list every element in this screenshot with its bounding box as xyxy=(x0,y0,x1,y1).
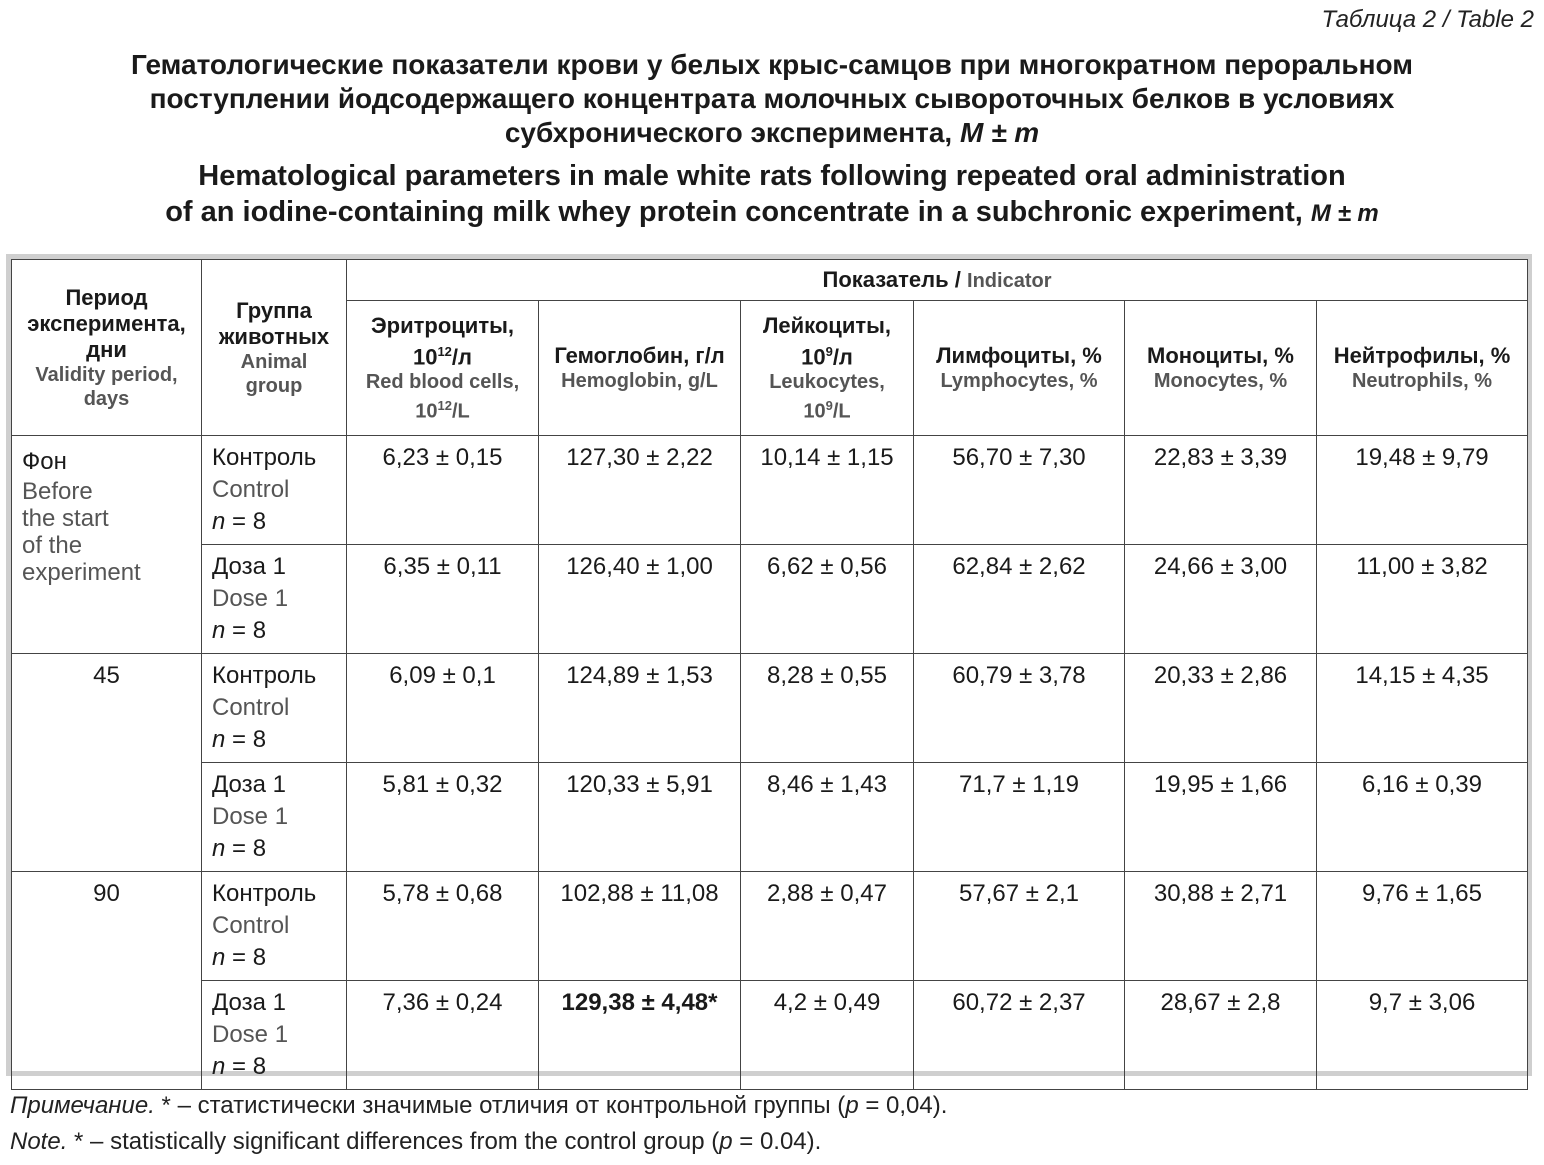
group-en: Dose 1 xyxy=(212,585,289,612)
group-n xyxy=(212,833,338,865)
header-group-en2: group xyxy=(245,374,303,397)
group-n-val: = 8 xyxy=(225,617,267,644)
value-cell: 126,40 ± 1,00 xyxy=(539,545,741,654)
title-ru-line3-text: субхронического эксперимента, xyxy=(504,117,953,148)
group-n-val: = 8 xyxy=(225,835,267,862)
value-cell: 6,62 ± 0,56 xyxy=(741,545,914,654)
note-ru-label: Примечание. xyxy=(10,1092,155,1119)
group-cell xyxy=(202,981,347,1090)
table-row xyxy=(12,763,1528,872)
title-ru-line2: поступлении йодсодержащего концентрата молочных сывороточных белков в условиях xyxy=(149,83,1395,114)
group-en: Control xyxy=(212,476,290,503)
header-lymphocytes-ru: Лимфоциты, % xyxy=(936,343,1102,368)
header-monocytes-en: Monocytes, % xyxy=(1153,370,1288,392)
header-leukocytes-en2-base: 10 xyxy=(803,400,826,423)
group-n-val: = 8 xyxy=(225,508,267,535)
value-cell: 19,48 ± 9,79 xyxy=(1317,436,1528,545)
title-block xyxy=(0,48,1544,232)
header-rbc-ru1: Эритроциты, xyxy=(371,312,514,338)
title-en xyxy=(0,158,1544,232)
note-en-text1: * – statistically significant differences from the control group ( xyxy=(67,1128,720,1155)
note-en-text2: = 0.04). xyxy=(732,1128,822,1155)
value-cell: 20,33 ± 2,86 xyxy=(1125,654,1317,763)
header-hemoglobin xyxy=(539,301,741,436)
note-en-p: p xyxy=(719,1128,733,1155)
group-en: Dose 1 xyxy=(212,803,289,830)
table-row xyxy=(12,436,1528,545)
header-leukocytes xyxy=(741,301,914,436)
group-n-var: n xyxy=(212,726,226,753)
header-rbc-en2-base: 10 xyxy=(415,400,438,423)
title-en-line1: Hematological parameters in male white rats following repeated oral administration xyxy=(198,160,1346,192)
group-ru: Контроль xyxy=(212,880,317,907)
header-indicator-en: Indicator xyxy=(967,270,1052,292)
group-n xyxy=(212,942,338,974)
value-cell: 6,35 ± 0,11 xyxy=(347,545,539,654)
header-neutrophils xyxy=(1317,301,1528,436)
value-cell: 28,67 ± 2,8 xyxy=(1125,981,1317,1090)
header-leukocytes-ru2-exp: 9 xyxy=(825,343,833,359)
note-ru-p: p xyxy=(845,1092,859,1119)
header-rbc-en2-exp: 12 xyxy=(437,397,452,413)
value-cell: 4,2 ± 0,49 xyxy=(741,981,914,1090)
value-cell: 60,79 ± 3,78 xyxy=(914,654,1125,763)
header-indicator xyxy=(347,260,1528,301)
value-cell: 9,7 ± 3,06 xyxy=(1317,981,1528,1090)
title-ru-line1: Гематологические показатели крови у белых крыс-самцов при многократном пероральном xyxy=(131,49,1413,80)
header-rbc xyxy=(347,301,539,436)
title-ru xyxy=(0,48,1544,150)
value-cell: 14,15 ± 4,35 xyxy=(1317,654,1528,763)
header-group xyxy=(202,260,347,436)
value-cell: 5,78 ± 0,68 xyxy=(347,872,539,981)
value-cell: 60,72 ± 2,37 xyxy=(914,981,1125,1090)
data-table-frame xyxy=(6,254,1532,1080)
header-rbc-ru2-exp: 12 xyxy=(437,343,452,359)
header-leukocytes-ru2 xyxy=(744,339,910,370)
period-cell-baseline xyxy=(12,436,202,654)
value-cell: 8,46 ± 1,43 xyxy=(741,763,914,872)
note-en-label: Note. xyxy=(10,1128,68,1155)
value-cell: 22,83 ± 3,39 xyxy=(1125,436,1317,545)
header-rbc-ru2-unit: /л xyxy=(451,343,473,369)
group-n-var: n xyxy=(212,617,226,644)
value-cell: 56,70 ± 7,30 xyxy=(914,436,1125,545)
header-monocytes xyxy=(1125,301,1317,436)
value-cell: 62,84 ± 2,62 xyxy=(914,545,1125,654)
table-row xyxy=(12,981,1528,1090)
period-cell-90: 90 xyxy=(12,872,202,1090)
header-period-ru3: дни xyxy=(86,336,127,362)
header-leukocytes-en2-exp: 9 xyxy=(825,397,833,413)
value-cell: 57,67 ± 2,1 xyxy=(914,872,1125,981)
value-cell: 11,00 ± 3,82 xyxy=(1317,545,1528,654)
value-cell: 120,33 ± 5,91 xyxy=(539,763,741,872)
group-n xyxy=(212,1051,338,1083)
group-ru: Доза 1 xyxy=(212,771,286,798)
note-ru-text2: = 0,04). xyxy=(858,1092,948,1119)
period-baseline-en1: Before xyxy=(22,478,93,505)
group-n-var: n xyxy=(212,835,226,862)
header-hemoglobin-en: Hemoglobin, g/L xyxy=(561,370,718,392)
group-ru: Доза 1 xyxy=(212,989,286,1016)
hematology-table xyxy=(11,259,1528,1090)
value-cell: 24,66 ± 3,00 xyxy=(1125,545,1317,654)
value-cell: 102,88 ± 11,08 xyxy=(539,872,741,981)
header-row-1 xyxy=(12,260,1528,301)
header-hemoglobin-ru: Гемоглобин, г/л xyxy=(554,343,725,368)
group-n-var: n xyxy=(212,1053,226,1080)
header-period-ru1: Период xyxy=(65,284,148,310)
value-cell: 8,28 ± 0,55 xyxy=(741,654,914,763)
header-neutrophils-en: Neutrophils, % xyxy=(1351,370,1492,392)
header-leukocytes-en2-unit: /L xyxy=(832,400,851,423)
title-en-line2-text: of an iodine-containing milk whey protein concentrate in a subchronic experiment, xyxy=(165,196,1303,228)
header-period-ru2: эксперимента, xyxy=(27,310,186,336)
group-cell xyxy=(202,872,347,981)
group-cell xyxy=(202,545,347,654)
header-lymphocytes-en: Lymphocytes, % xyxy=(940,370,1098,392)
table-label: Таблица 2 / Table 2 xyxy=(1321,6,1534,33)
group-n-var: n xyxy=(212,508,226,535)
value-cell: 10,14 ± 1,15 xyxy=(741,436,914,545)
header-rbc-en1: Red blood cells, xyxy=(365,370,520,393)
group-en: Dose 1 xyxy=(212,1021,289,1048)
group-n xyxy=(212,615,338,647)
value-cell: 6,23 ± 0,15 xyxy=(347,436,539,545)
group-n-var: n xyxy=(212,944,226,971)
group-cell xyxy=(202,436,347,545)
header-rbc-en2 xyxy=(350,394,535,424)
period-baseline-en4: experiment xyxy=(22,559,141,586)
note-ru xyxy=(10,1092,947,1120)
title-ru-stat: M ± m xyxy=(959,117,1040,148)
title-en-line2 xyxy=(0,194,1544,232)
header-lymphocytes xyxy=(914,301,1125,436)
header-period-en1: Validity period, xyxy=(35,363,178,386)
table-row xyxy=(12,872,1528,981)
value-cell: 71,7 ± 1,19 xyxy=(914,763,1125,872)
value-cell: 2,88 ± 0,47 xyxy=(741,872,914,981)
group-ru: Доза 1 xyxy=(212,553,286,580)
title-ru-line3 xyxy=(0,116,1544,150)
value-cell: 6,16 ± 0,39 xyxy=(1317,763,1528,872)
value-cell: 127,30 ± 2,22 xyxy=(539,436,741,545)
period-cell-45: 45 xyxy=(12,654,202,872)
value-cell: 6,09 ± 0,1 xyxy=(347,654,539,763)
group-en: Control xyxy=(212,912,290,939)
value-cell: 19,95 ± 1,66 xyxy=(1125,763,1317,872)
note-en xyxy=(10,1128,821,1156)
period-baseline-en3: of the xyxy=(22,532,83,559)
header-leukocytes-ru2-unit: /л xyxy=(832,343,853,369)
header-period-en2: days xyxy=(83,387,130,410)
header-indicator-ru: Показатель / xyxy=(822,267,961,292)
group-cell xyxy=(202,763,347,872)
group-n-val: = 8 xyxy=(225,944,267,971)
table-row xyxy=(12,654,1528,763)
header-rbc-ru2-base: 10 xyxy=(412,343,438,369)
header-group-en1: Animal xyxy=(240,350,308,373)
header-leukocytes-ru1: Лейкоциты, xyxy=(762,312,892,338)
header-neutrophils-ru: Нейтрофилы, % xyxy=(1333,343,1511,368)
header-rbc-en2-unit: /L xyxy=(451,400,470,423)
value-cell-significant: 129,38 ± 4,48* xyxy=(539,981,741,1090)
value-cell: 5,81 ± 0,32 xyxy=(347,763,539,872)
group-cell xyxy=(202,654,347,763)
group-n-val: = 8 xyxy=(225,1053,267,1080)
note-ru-text1: * – статистически значимые отличия от контрольной группы ( xyxy=(154,1092,846,1119)
header-group-ru2: животных xyxy=(218,323,330,349)
header-group-ru1: Группа xyxy=(236,297,312,323)
group-ru: Контроль xyxy=(212,662,317,689)
value-cell: 30,88 ± 2,71 xyxy=(1125,872,1317,981)
period-baseline-ru: Фон xyxy=(22,448,67,475)
title-en-stat: M ± m xyxy=(1310,200,1379,227)
value-cell: 124,89 ± 1,53 xyxy=(539,654,741,763)
value-cell: 9,76 ± 1,65 xyxy=(1317,872,1528,981)
period-baseline-en2: the start xyxy=(22,505,109,532)
value-cell: 7,36 ± 0,24 xyxy=(347,981,539,1090)
header-leukocytes-en1: Leukocytes, xyxy=(769,370,885,393)
group-n xyxy=(212,724,338,756)
header-leukocytes-en2 xyxy=(744,394,910,424)
group-en: Control xyxy=(212,694,290,721)
header-leukocytes-ru2-base: 10 xyxy=(801,343,826,369)
group-ru: Контроль xyxy=(212,444,317,471)
group-n-val: = 8 xyxy=(225,726,267,753)
header-period xyxy=(12,260,202,436)
header-monocytes-ru: Моноциты, % xyxy=(1147,343,1294,368)
header-rbc-ru2 xyxy=(350,339,535,370)
table-row xyxy=(12,545,1528,654)
group-n xyxy=(212,506,338,538)
